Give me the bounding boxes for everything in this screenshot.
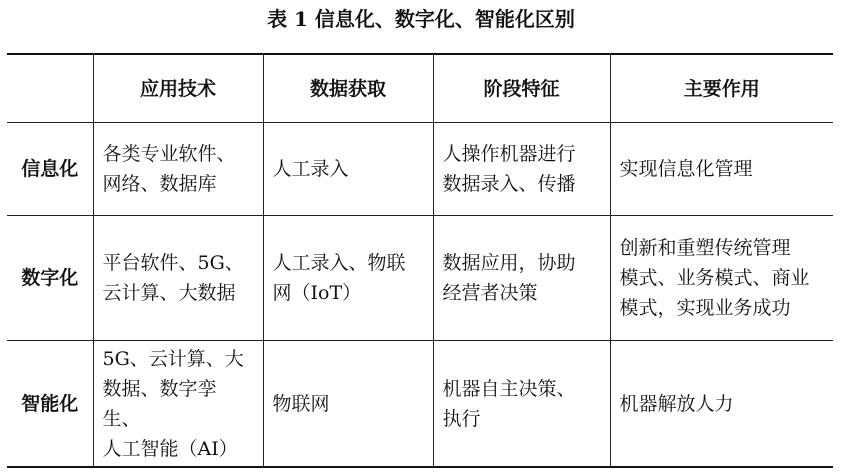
table-row	[7, 341, 833, 468]
data-cell: 物联网	[263, 341, 433, 468]
table-row	[7, 216, 833, 341]
role-cell: 机器解放人力	[610, 341, 833, 468]
data-cell: 人工录入	[263, 123, 433, 216]
header-row	[7, 54, 833, 123]
table-caption: 表 1 信息化、数字化、智能化区别	[267, 7, 575, 31]
header-cell-empty	[7, 54, 93, 123]
tech-cell: 5G、云计算、大 数据、数字孪生、 人工智能（AI）	[93, 341, 263, 468]
row-header: 数字化	[7, 216, 93, 341]
table-row	[7, 123, 833, 216]
data-cell: 人工录入、物联 网（IoT）	[263, 216, 433, 341]
header-cell-role: 主要作用	[610, 54, 833, 123]
feature-cell: 人操作机器进行 数据录入、传播	[433, 123, 610, 216]
feature-cell: 数据应用，协助 经营者决策	[433, 216, 610, 341]
row-header: 智能化	[7, 341, 93, 468]
tech-cell: 平台软件、5G、 云计算、大数据	[93, 216, 263, 341]
feature-cell: 机器自主决策、 执行	[433, 341, 610, 468]
header-cell-feature: 阶段特征	[433, 54, 610, 123]
row-header: 信息化	[7, 123, 93, 216]
role-cell: 实现信息化管理	[610, 123, 833, 216]
comparison-table	[7, 53, 833, 468]
header-cell-tech: 应用技术	[93, 54, 263, 123]
header-cell-data: 数据获取	[263, 54, 433, 123]
tech-cell: 各类专业软件、 网络、数据库	[93, 123, 263, 216]
role-cell: 创新和重塑传统管理 模式、业务模式、商业 模式，实现业务成功	[610, 216, 833, 341]
